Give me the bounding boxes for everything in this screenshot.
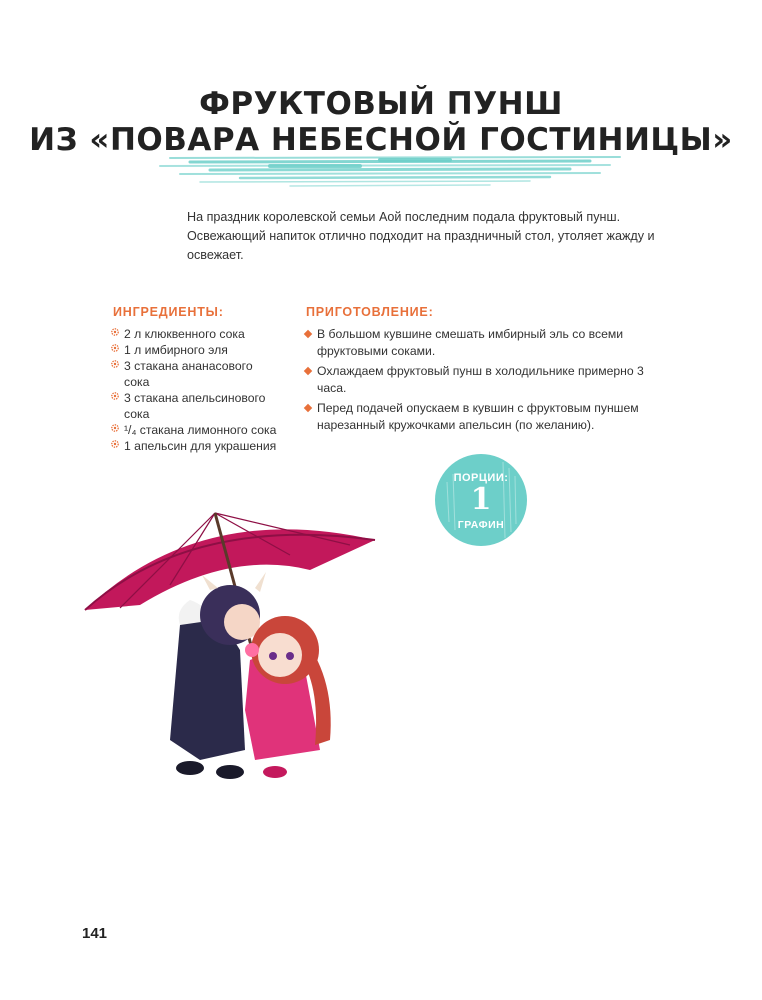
ingredient-text: ¹/₄ стакана лимонного сока (124, 423, 277, 437)
ingredient-item (110, 438, 280, 454)
flower-bullet-icon (110, 391, 120, 401)
title-line-1: ФРУКТОВЫЙ ПУНШ (199, 86, 563, 122)
ingredient-text: 3 стакана апельсинового сока (124, 391, 266, 421)
chibi-couple-umbrella-illustration (80, 510, 380, 790)
title-line-2: ИЗ «ПОВАРА НЕБЕСНОЙ ГОСТИНИЦЫ» (29, 122, 733, 158)
diamond-bullet-icon (304, 330, 312, 338)
portions-badge (433, 452, 529, 548)
ingredients-list (110, 326, 280, 454)
ingredient-item (110, 390, 280, 422)
portions-value: 1 (470, 482, 492, 517)
ingredient-text: 3 стакана ананасового сока (124, 359, 253, 389)
ingredient-text: 1 л имбирного эля (124, 343, 228, 357)
flower-bullet-icon (110, 327, 120, 337)
ingredients-heading: ИНГРЕДИЕНТЫ: (113, 305, 224, 319)
ingredient-item (110, 326, 280, 342)
portions-unit: ГРАФИН (457, 519, 505, 531)
teal-brush-stroke (150, 148, 630, 198)
step-text: Перед подачей опускаем в кувшин с фруктовым пуншем нарезанный кружочками апельсин (по желанию). (317, 401, 639, 432)
page-number: 141 (82, 925, 108, 942)
step-text: В большом кувшине смешать имбирный эль со всеми фруктовыми соками. (317, 327, 624, 358)
flower-bullet-icon (110, 439, 120, 449)
ingredient-item (110, 342, 280, 358)
ingredient-text: 2 л клюквенного сока (124, 327, 245, 341)
ingredient-item (110, 422, 280, 438)
diamond-bullet-icon (304, 367, 312, 375)
intro-text: На праздник королевской семьи Аой последним подала фруктовый пунш. Освежающий напиток отлично подходит на праздничный стол, утоляет жажду и освежает. (187, 210, 655, 262)
preparation-list (304, 326, 664, 437)
preparation-heading: ПРИГОТОВЛЕНИЕ: (306, 305, 434, 319)
diamond-bullet-icon (304, 404, 312, 412)
ingredient-text: 1 апельсин для украшения (124, 439, 277, 453)
step-text: Охлаждаем фруктовый пунш в холодильнике примерно 3 часа. (317, 364, 644, 395)
portions-label: ПОРЦИИ: (453, 472, 509, 484)
preparation-step (304, 326, 664, 360)
flower-bullet-icon (110, 343, 120, 353)
preparation-step (304, 363, 664, 397)
flower-bullet-icon (110, 423, 120, 433)
flower-bullet-icon (110, 359, 120, 369)
preparation-step (304, 400, 664, 434)
ingredient-item (110, 358, 280, 390)
